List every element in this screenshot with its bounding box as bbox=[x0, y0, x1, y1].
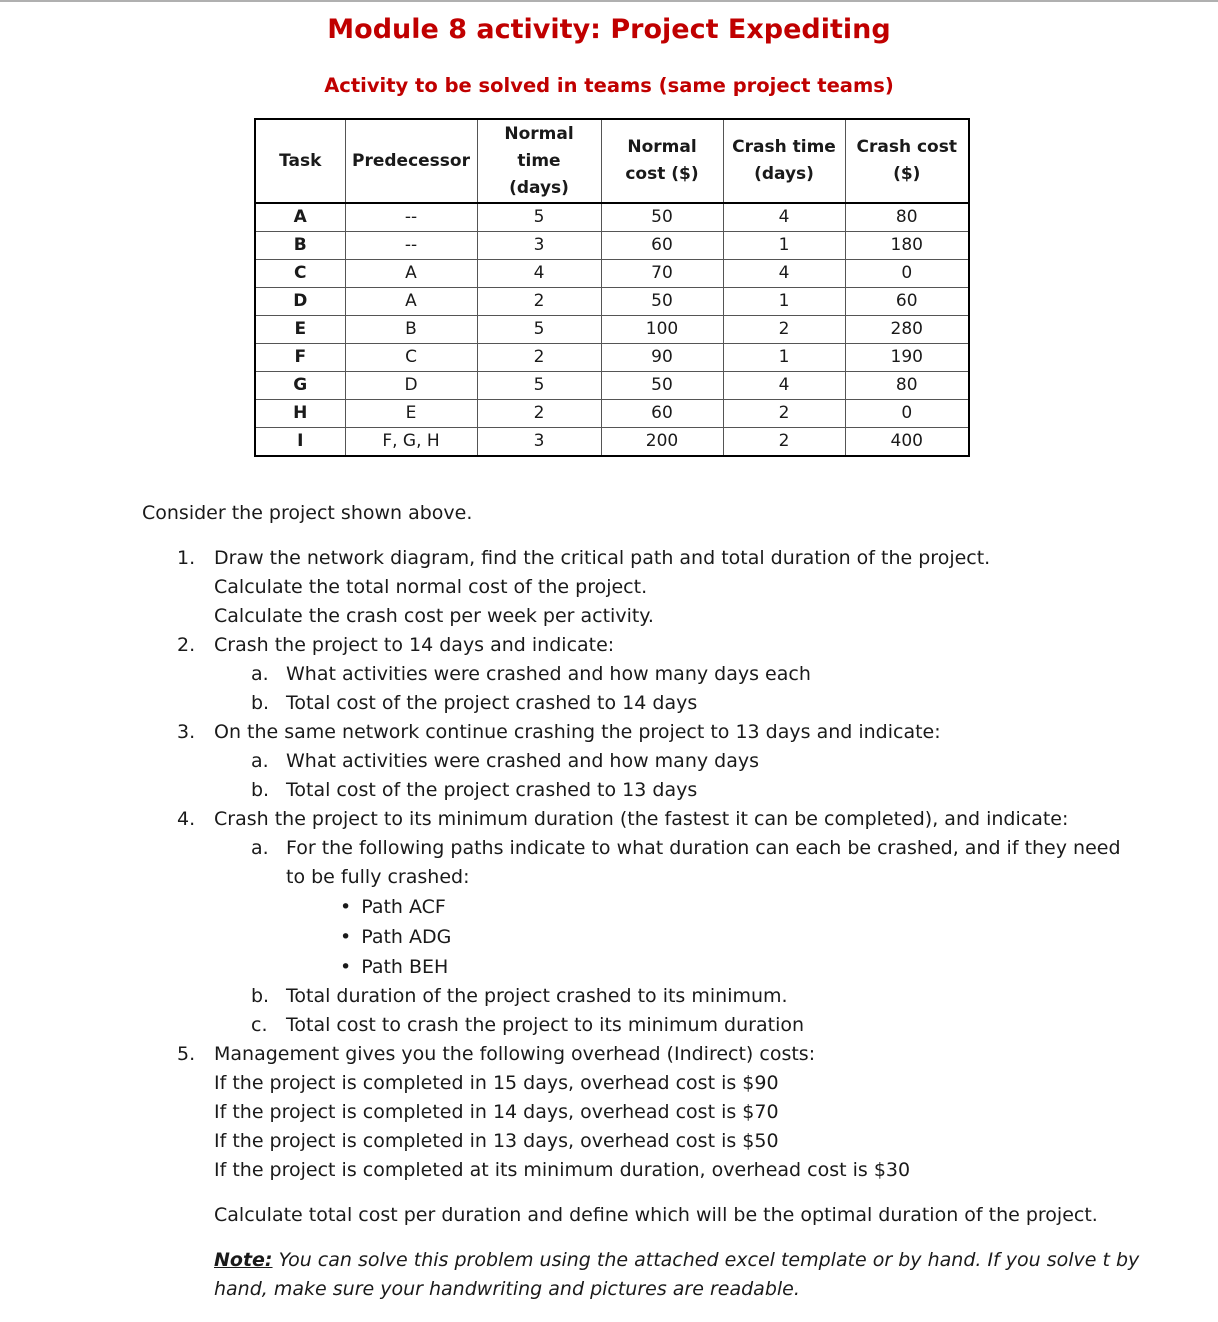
cell-normal-time: 5 bbox=[477, 372, 601, 400]
cell-crash-cost: 80 bbox=[845, 203, 969, 232]
cell-normal-cost: 60 bbox=[601, 400, 723, 428]
cell-predecessor: E bbox=[345, 400, 477, 428]
cell-crash-cost: 190 bbox=[845, 344, 969, 372]
table-row bbox=[255, 203, 969, 232]
q2-b-text: Total cost of the project crashed to 14 days bbox=[286, 692, 698, 714]
q4-a-mark: a. bbox=[251, 837, 269, 859]
cell-crash-time: 2 bbox=[723, 428, 845, 457]
cell-task: C bbox=[255, 260, 345, 288]
q1-number: 1. bbox=[177, 547, 196, 569]
cell-crash-cost: 80 bbox=[845, 372, 969, 400]
cell-crash-time: 4 bbox=[723, 260, 845, 288]
cell-normal-time: 5 bbox=[477, 203, 601, 232]
path-label: Path ACF bbox=[361, 896, 446, 918]
cell-task: D bbox=[255, 288, 345, 316]
path-label: Path BEH bbox=[361, 956, 449, 978]
overhead-line: If the project is completed in 13 days, overhead cost is $50 bbox=[214, 1130, 779, 1152]
q4-c-text: Total cost to crash the project to its minimum duration bbox=[286, 1014, 805, 1036]
page-title: Module 8 activity: Project Expediting bbox=[327, 14, 891, 45]
cell-crash-cost: 60 bbox=[845, 288, 969, 316]
cell-predecessor: -- bbox=[345, 203, 477, 232]
bullet-icon: • bbox=[340, 896, 352, 918]
cell-task: A bbox=[255, 203, 345, 232]
cell-crash-time: 2 bbox=[723, 400, 845, 428]
q3-a-mark: a. bbox=[251, 750, 269, 772]
cell-predecessor: F, G, H bbox=[345, 428, 477, 457]
q2-number: 2. bbox=[177, 634, 196, 656]
cell-predecessor: A bbox=[345, 288, 477, 316]
q2-text: Crash the project to 14 days and indicate: bbox=[214, 634, 615, 656]
note-line-1 bbox=[214, 1247, 1139, 1273]
q5-calc-text: Calculate total cost per duration and define which will be the optimal duration of the project. bbox=[214, 1204, 1098, 1226]
cell-normal-cost: 100 bbox=[601, 316, 723, 344]
note-text-1: You can solve this problem using the attached excel template or by hand. If you solve t by bbox=[272, 1249, 1140, 1271]
cell-crash-cost: 180 bbox=[845, 232, 969, 260]
cell-crash-time: 1 bbox=[723, 344, 845, 372]
cell-crash-cost: 0 bbox=[845, 260, 969, 288]
cell-normal-cost: 50 bbox=[601, 372, 723, 400]
cell-crash-cost: 280 bbox=[845, 316, 969, 344]
q5-text: Management gives you the following overhead (Indirect) costs: bbox=[214, 1043, 816, 1065]
overhead-line: If the project is completed at its minimum duration, overhead cost is $30 bbox=[214, 1159, 911, 1181]
cell-predecessor: C bbox=[345, 344, 477, 372]
cell-task: B bbox=[255, 232, 345, 260]
page-subtitle: Activity to be solved in teams (same project teams) bbox=[324, 74, 894, 97]
q5-number: 5. bbox=[177, 1043, 196, 1065]
q1-line-1: Draw the network diagram, find the critical path and total duration of the project. bbox=[214, 547, 991, 569]
cell-normal-time: 4 bbox=[477, 260, 601, 288]
cell-normal-time: 2 bbox=[477, 400, 601, 428]
cell-task: I bbox=[255, 428, 345, 457]
q3-number: 3. bbox=[177, 721, 196, 743]
cell-predecessor: B bbox=[345, 316, 477, 344]
overhead-line: If the project is completed in 14 days, overhead cost is $70 bbox=[214, 1101, 779, 1123]
note-line-2: hand, make sure your handwriting and pictures are readable. bbox=[214, 1278, 800, 1300]
cell-crash-time: 4 bbox=[723, 203, 845, 232]
table-header-row bbox=[255, 119, 969, 203]
header-normal-cost: Normal cost ($) bbox=[601, 119, 723, 203]
q2-b-mark: b. bbox=[251, 692, 270, 714]
q3-text: On the same network continue crashing the project to 13 days and indicate: bbox=[214, 721, 941, 743]
q3-a-text: What activities were crashed and how many days bbox=[286, 750, 759, 772]
cell-normal-time: 5 bbox=[477, 316, 601, 344]
table-row bbox=[255, 316, 969, 344]
q4-a-text-2: to be fully crashed: bbox=[286, 866, 470, 888]
header-crash-cost: Crash cost ($) bbox=[845, 119, 969, 203]
table-row bbox=[255, 288, 969, 316]
header-predecessor: Predecessor bbox=[345, 119, 477, 203]
cell-normal-time: 3 bbox=[477, 232, 601, 260]
cell-crash-cost: 0 bbox=[845, 400, 969, 428]
top-rule bbox=[0, 0, 1218, 2]
note-label: Note: bbox=[214, 1249, 273, 1271]
cell-task: H bbox=[255, 400, 345, 428]
q4-b-mark: b. bbox=[251, 985, 270, 1007]
cell-predecessor: A bbox=[345, 260, 477, 288]
cell-crash-time: 1 bbox=[723, 232, 845, 260]
cell-crash-time: 4 bbox=[723, 372, 845, 400]
q3-b-mark: b. bbox=[251, 779, 270, 801]
q2-a-text: What activities were crashed and how many days each bbox=[286, 663, 811, 685]
q1-line-3: Calculate the crash cost per week per activity. bbox=[214, 605, 654, 627]
cell-crash-time: 1 bbox=[723, 288, 845, 316]
cell-normal-time: 2 bbox=[477, 344, 601, 372]
q4-b-text: Total duration of the project crashed to its minimum. bbox=[286, 985, 788, 1007]
q4-number: 4. bbox=[177, 808, 196, 830]
q4-text: Crash the project to its minimum duration (the fastest it can be completed), and indicate: bbox=[214, 808, 1069, 830]
overhead-line: If the project is completed in 15 days, overhead cost is $90 bbox=[214, 1072, 779, 1094]
bullet-icon: • bbox=[340, 956, 352, 978]
cell-normal-cost: 70 bbox=[601, 260, 723, 288]
table-row bbox=[255, 428, 969, 457]
intro-text: Consider the project shown above. bbox=[142, 502, 473, 524]
cell-normal-cost: 50 bbox=[601, 203, 723, 232]
header-crash-time: Crash time (days) bbox=[723, 119, 845, 203]
header-normal-time: Normal time (days) bbox=[477, 119, 601, 203]
cell-normal-cost: 60 bbox=[601, 232, 723, 260]
list-item bbox=[340, 954, 448, 980]
q3-b-text: Total cost of the project crashed to 13 days bbox=[286, 779, 698, 801]
q4-a-text-1: For the following paths indicate to what duration can each be crashed, and if they need bbox=[286, 837, 1121, 859]
cell-predecessor: D bbox=[345, 372, 477, 400]
list-item bbox=[340, 894, 446, 920]
q4-c-mark: c. bbox=[251, 1014, 268, 1036]
cell-crash-cost: 400 bbox=[845, 428, 969, 457]
cell-predecessor: -- bbox=[345, 232, 477, 260]
path-label: Path ADG bbox=[361, 926, 452, 948]
table-row bbox=[255, 232, 969, 260]
header-task: Task bbox=[255, 119, 345, 203]
cell-task: G bbox=[255, 372, 345, 400]
cell-task: F bbox=[255, 344, 345, 372]
cell-crash-time: 2 bbox=[723, 316, 845, 344]
cell-normal-cost: 200 bbox=[601, 428, 723, 457]
cell-normal-time: 2 bbox=[477, 288, 601, 316]
table-row bbox=[255, 344, 969, 372]
table-row bbox=[255, 400, 969, 428]
cell-normal-cost: 50 bbox=[601, 288, 723, 316]
cell-normal-time: 3 bbox=[477, 428, 601, 457]
cell-task: E bbox=[255, 316, 345, 344]
table-row bbox=[255, 372, 969, 400]
bullet-icon: • bbox=[340, 926, 352, 948]
q2-a-mark: a. bbox=[251, 663, 269, 685]
task-table bbox=[254, 118, 970, 457]
q1-line-2: Calculate the total normal cost of the project. bbox=[214, 576, 648, 598]
table-row bbox=[255, 260, 969, 288]
list-item bbox=[340, 924, 451, 950]
cell-normal-cost: 90 bbox=[601, 344, 723, 372]
